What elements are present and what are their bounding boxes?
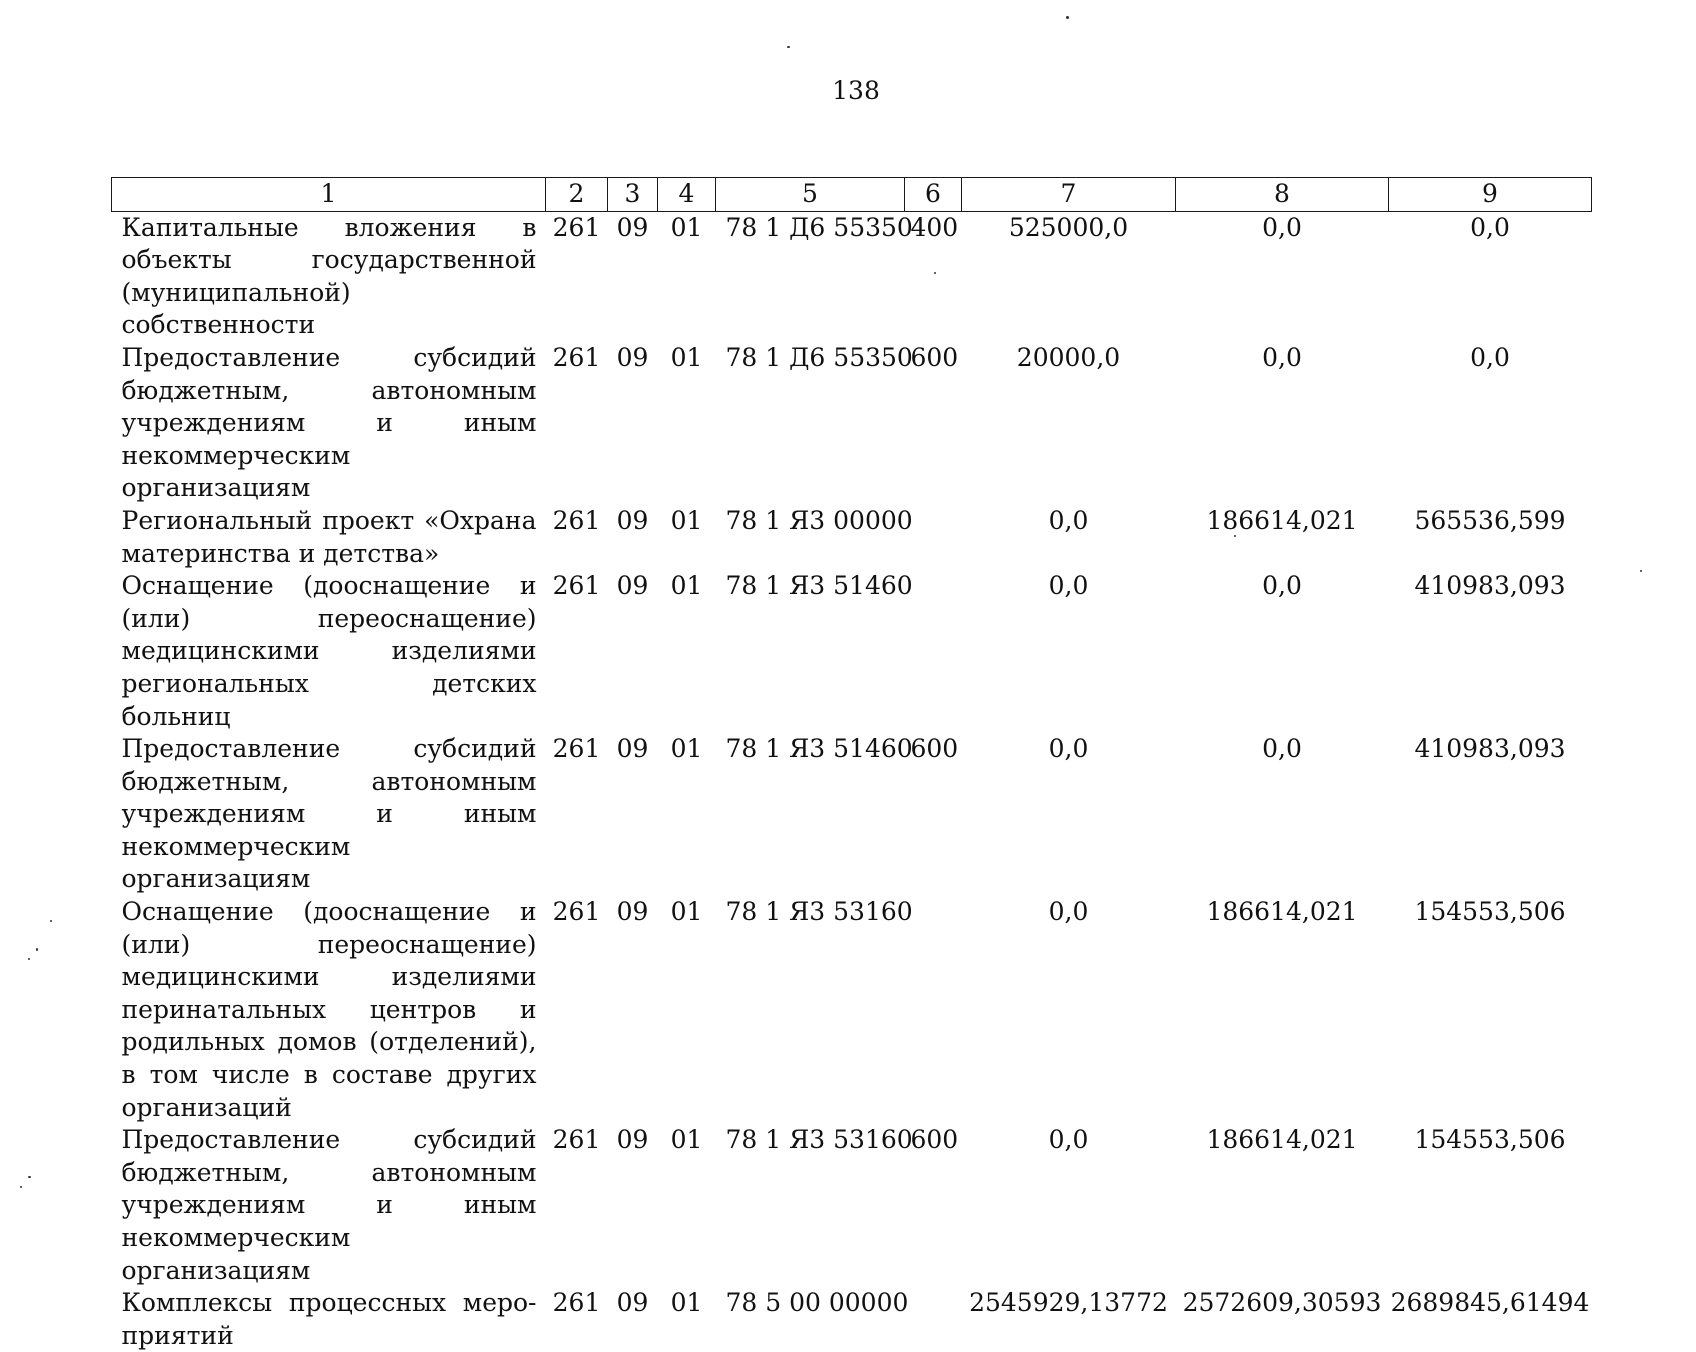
row-rz: 09: [616, 342, 649, 372]
row-name: Предоставление субсидий бюджетным, автономным учреждениям и иным некоммерческим организациям: [121, 734, 537, 894]
col-header-1: 1: [112, 178, 546, 212]
row-name: Предоставление субсидий бюджетным, автономным учреждениям и иным некоммерческим организациям: [121, 1125, 537, 1285]
row-year3: 154553,506: [1414, 897, 1566, 927]
table-row: [112, 896, 1592, 1124]
row-rz: 09: [616, 897, 649, 927]
table-row: [112, 570, 1592, 733]
row-gr: 261: [552, 897, 601, 927]
row-year3: 565536,599: [1414, 505, 1566, 535]
row-year3: 0,0: [1470, 342, 1510, 372]
row-pr: 01: [670, 505, 703, 535]
row-vr: 600: [910, 342, 959, 372]
row-csr: 78 1 Я3 51460: [725, 734, 913, 764]
row-csr: 78 1 Д6 55350: [725, 212, 913, 242]
row-vr: [905, 570, 962, 733]
table-row: [112, 733, 1592, 896]
row-pr: 01: [670, 1288, 703, 1318]
col-header-2: 2: [546, 178, 608, 212]
row-year2: 186614,021: [1206, 1125, 1358, 1155]
row-gr: 261: [552, 505, 601, 535]
row-gr: 261: [552, 1288, 601, 1318]
row-rz: 09: [616, 212, 649, 242]
row-year3: 154553,506: [1414, 1125, 1566, 1155]
row-year1: 525000,0: [1008, 212, 1129, 242]
table-row: [112, 1124, 1592, 1287]
table-row: [112, 342, 1592, 505]
col-header-6: 6: [905, 178, 962, 212]
row-csr: 78 5 00 00000: [725, 1288, 909, 1318]
row-gr: 261: [552, 734, 601, 764]
scan-speck: [50, 920, 52, 922]
row-year3: 410983,093: [1414, 571, 1566, 601]
row-year1: 0,0: [1048, 505, 1089, 535]
row-gr: 261: [552, 342, 601, 372]
row-vr: 600: [910, 1125, 959, 1155]
row-csr: 78 1 Д6 55350: [725, 342, 913, 372]
row-year2: 0,0: [1262, 212, 1302, 242]
col-header-8: 8: [1176, 178, 1389, 212]
row-year3: 0,0: [1470, 212, 1510, 242]
col-header-4: 4: [658, 178, 716, 212]
row-rz: 09: [616, 571, 649, 601]
row-year2: 2572609,30593: [1182, 1288, 1382, 1318]
col-header-9: 9: [1389, 178, 1592, 212]
row-name: Комплексы процессных мероприятий: [121, 1288, 537, 1350]
row-pr: 01: [670, 212, 703, 242]
scan-speck: [787, 46, 790, 48]
row-vr: [905, 505, 962, 570]
row-gr: 261: [552, 571, 601, 601]
row-year1: 0,0: [1048, 1125, 1089, 1155]
scan-speck: [28, 1176, 31, 1178]
budget-table: [111, 177, 1592, 1352]
row-name: Капитальные вложения в объекты государственной (муниципальной) собственности: [121, 212, 537, 340]
header-row: [112, 178, 1592, 212]
row-vr: 600: [910, 734, 959, 764]
row-year1: 0,0: [1048, 734, 1089, 764]
row-rz: 09: [616, 734, 649, 764]
row-pr: 01: [670, 342, 703, 372]
scan-speck: [20, 1186, 22, 1188]
col-header-7: 7: [962, 178, 1176, 212]
scan-speck: [934, 272, 936, 274]
scan-speck: [1234, 535, 1236, 537]
row-year2: 186614,021: [1206, 505, 1358, 535]
table-row: [112, 505, 1592, 570]
row-vr: [905, 896, 962, 1124]
row-pr: 01: [670, 897, 703, 927]
row-name: Оснащение (дооснащение и (или) переоснащение) медицинскими изделиями перинатальных центров и родильных домов (отделений), в том числе в составе других организаций: [121, 897, 537, 1122]
row-rz: 09: [616, 1288, 649, 1318]
page-number: 138: [832, 76, 880, 105]
table-row: [112, 211, 1592, 342]
scan-speck: [1640, 570, 1642, 572]
row-csr: 78 1 Я3 51460: [725, 571, 913, 601]
row-pr: 01: [670, 571, 703, 601]
row-name: Оснащение (дооснащение и (или) переоснащение) медицинскими изделиями региональных детских больниц: [121, 571, 537, 731]
row-csr: 78 1 Я3 00000: [725, 505, 913, 535]
row-year1: 0,0: [1048, 897, 1089, 927]
row-year3: 2689845,61494: [1390, 1288, 1590, 1318]
row-rz: 09: [616, 1125, 649, 1155]
row-year1: 20000,0: [1016, 342, 1121, 372]
row-name: Региональный проект «Охрана материнства и детства»: [121, 505, 537, 568]
row-csr: 78 1 Я3 53160: [725, 897, 913, 927]
row-gr: 261: [552, 212, 601, 242]
col-header-5: 5: [716, 178, 905, 212]
row-pr: 01: [670, 734, 703, 764]
row-pr: 01: [670, 1125, 703, 1155]
scan-speck: [28, 958, 30, 960]
row-year1: 0,0: [1048, 571, 1089, 601]
row-name: Предоставление субсидий бюджетным, автономным учреждениям и иным некоммерческим организациям: [121, 342, 537, 503]
row-year2: 0,0: [1262, 571, 1302, 601]
table-row: [112, 1287, 1592, 1352]
col-header-3: 3: [608, 178, 658, 212]
row-year3: 410983,093: [1414, 734, 1566, 764]
scan-speck: [36, 948, 38, 951]
row-gr: 261: [552, 1125, 601, 1155]
row-vr: 400: [910, 212, 959, 242]
row-year2: 0,0: [1262, 734, 1302, 764]
row-rz: 09: [616, 505, 649, 535]
row-year2: 0,0: [1262, 342, 1302, 372]
row-year1: 2545929,13772: [969, 1288, 1168, 1318]
row-year2: 186614,021: [1206, 897, 1358, 927]
row-csr: 78 1 Я3 53160: [725, 1125, 913, 1155]
row-vr: [905, 1287, 962, 1352]
scan-speck: [1066, 16, 1069, 19]
